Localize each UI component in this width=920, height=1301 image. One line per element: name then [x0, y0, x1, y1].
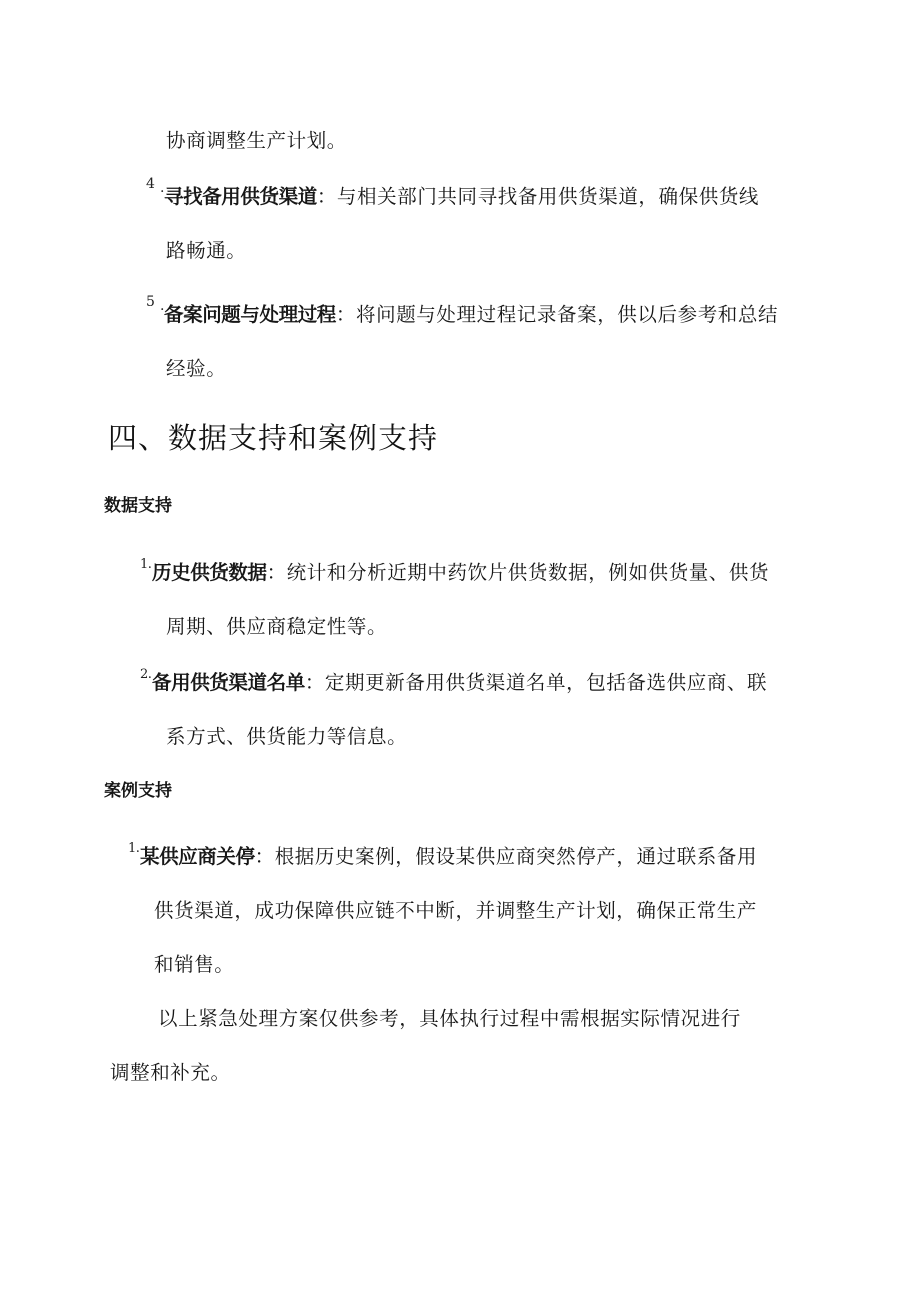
case-item-1-body: ：根据历史案例，假设某供应商突然停产，通过联系备用	[254, 845, 758, 868]
list-marker-4: 4	[146, 176, 155, 192]
data-item-1-lead: 历史供货数据	[152, 561, 267, 584]
data-item-2-line1	[152, 656, 767, 710]
case-item-1-line3: 和销售。	[154, 953, 235, 976]
data-item-2-line2: 系方式、供货能力等信息。	[166, 725, 408, 748]
data-item-1-line1	[152, 546, 769, 600]
case-item-1-marker: 1.	[128, 841, 140, 856]
list-item-4-body: ：与相关部门共同寻找备用供货渠道，确保供货线	[316, 185, 760, 208]
continuation-paragraph-line: 协商调整生产计划。	[166, 129, 347, 152]
case-item-1-lead: 某供应商关停	[140, 845, 255, 868]
list-marker-5: 5	[146, 294, 155, 310]
list-item-5-body: ：将问题与处理过程记录备案，供以后参考和总结	[335, 303, 779, 326]
closing-paragraph-line2: 调整和补充。	[110, 1061, 231, 1084]
case-item-1-line1	[140, 830, 757, 884]
list-item-5-lead: 备案问题与处理过程	[164, 303, 336, 326]
closing-paragraph-line1: 以上紧急处理方案仅供参考，具体执行过程中需根据实际情况进行	[158, 1007, 741, 1030]
section-heading: 四、数据支持和案例支持	[108, 421, 439, 455]
data-item-2-lead: 备用供货渠道名单	[152, 671, 305, 694]
list-item-5-line2: 经验。	[166, 357, 227, 380]
data-item-1-line2: 周期、供应商稳定性等。	[166, 615, 388, 638]
list-marker-dot-5: .	[160, 298, 165, 314]
list-marker-dot-4: .	[160, 180, 165, 196]
list-item-4-lead: 寻找备用供货渠道	[164, 185, 317, 208]
data-item-2-body: ：定期更新备用供货渠道名单，包括备选供应商、联	[304, 671, 768, 694]
data-item-1-body: ：统计和分析近期中药饮片供货数据，例如供货量、供货	[266, 561, 770, 584]
list-item-4-line1	[164, 170, 759, 224]
data-item-2-marker: 2.	[140, 667, 152, 682]
list-item-5-line1	[164, 288, 778, 342]
case-item-1-line2: 供货渠道，成功保障供应链不中断，并调整生产计划，确保正常生产	[154, 899, 758, 922]
subheading-data-support: 数据支持	[104, 496, 172, 516]
subheading-case-support: 案例支持	[104, 781, 172, 801]
list-item-4-line2: 路畅通。	[166, 239, 247, 262]
data-item-1-marker: 1.	[140, 557, 152, 572]
